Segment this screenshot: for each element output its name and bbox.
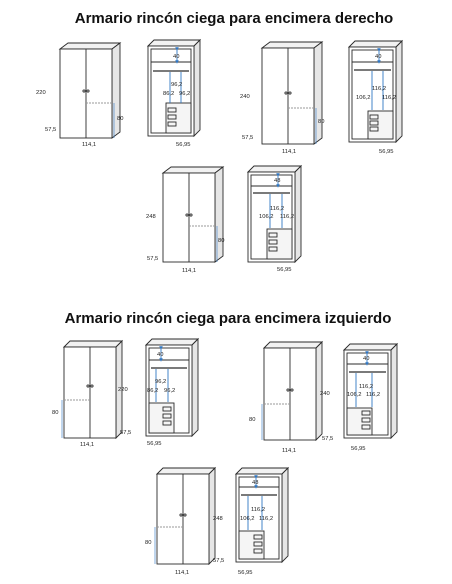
- interior-height-c: 96,2: [179, 91, 191, 97]
- section-title-left: Armario rincón ciega para encimera izquierdo: [64, 310, 392, 327]
- depth-label: 57,5: [322, 436, 334, 442]
- closed-wardrobe-left-c: [155, 468, 215, 564]
- interior-height-b: 86,2: [163, 91, 175, 97]
- interior-height-a: 96,2: [155, 379, 167, 385]
- top-shelf-label: 48: [252, 480, 259, 486]
- interior-height-a: 116,2: [372, 86, 387, 92]
- door-height-label: 80: [318, 119, 325, 125]
- top-shelf-label: 48: [274, 178, 281, 184]
- interior-height-a: 96,2: [171, 82, 183, 88]
- door-height-label: 80: [249, 417, 256, 423]
- width-label: 114,1: [82, 142, 97, 148]
- height-label: 240: [320, 391, 330, 397]
- open-wardrobe-left-b: [344, 344, 397, 438]
- closed-wardrobe-left-a: [62, 341, 122, 438]
- interior-width-label: 56,95: [238, 570, 253, 576]
- interior-height-c: 116,2: [382, 95, 397, 101]
- interior-width-label: 56,95: [277, 267, 292, 273]
- interior-height-b: 106,2: [356, 95, 371, 101]
- interior-width-label: 56,95: [379, 149, 394, 155]
- interior-height-c: 116,2: [280, 214, 295, 220]
- interior-width-label: 56,95: [351, 446, 366, 452]
- door-height-label: 80: [52, 410, 59, 416]
- closed-wardrobe-right-a: [60, 43, 120, 138]
- closed-wardrobe-right-c: [163, 167, 223, 262]
- height-label: 220: [118, 387, 128, 393]
- interior-height-a: 116,2: [251, 507, 266, 513]
- interior-height-c: 116,2: [366, 392, 381, 398]
- closed-wardrobe-left-b: [262, 342, 322, 440]
- height-label: 248: [146, 214, 156, 220]
- top-shelf-label: 40: [157, 352, 164, 358]
- interior-width-label: 56,95: [147, 441, 162, 447]
- interior-height-a: 116,2: [359, 384, 374, 390]
- closed-wardrobe-right-b: [262, 42, 325, 144]
- interior-width-label: 56,95: [176, 142, 191, 148]
- interior-height-a: 116,2: [270, 206, 285, 212]
- width-label: 114,1: [80, 442, 95, 448]
- height-label: 248: [213, 516, 223, 522]
- door-height-label: 80: [145, 540, 152, 546]
- width-label: 114,1: [175, 570, 190, 576]
- open-wardrobe-left-c: [236, 468, 288, 562]
- depth-label: 57,5: [213, 558, 225, 564]
- height-label: 220: [36, 90, 46, 96]
- depth-label: 57,5: [45, 127, 57, 133]
- door-height-label: 80: [117, 116, 124, 122]
- door-height-label: 80: [218, 238, 225, 244]
- depth-label: 57,5: [120, 430, 132, 436]
- depth-label: 57,5: [242, 135, 254, 141]
- width-label: 114,1: [282, 149, 297, 155]
- width-label: 114,1: [182, 268, 197, 274]
- interior-height-c: 116,2: [259, 516, 274, 522]
- top-shelf-label: 40: [375, 54, 382, 60]
- interior-height-b: 106,2: [347, 392, 362, 398]
- height-label: 240: [240, 94, 250, 100]
- interior-height-b: 86,2: [147, 388, 159, 394]
- interior-height-c: 96,2: [164, 388, 176, 394]
- depth-label: 57,5: [147, 256, 159, 262]
- interior-height-b: 106,2: [259, 214, 274, 220]
- interior-height-b: 106,2: [240, 516, 255, 522]
- width-label: 114,1: [282, 448, 297, 454]
- top-shelf-label: 40: [363, 356, 370, 362]
- top-shelf-label: 40: [173, 54, 180, 60]
- section-title-right: Armario rincón ciega para encimera derecho: [74, 10, 394, 27]
